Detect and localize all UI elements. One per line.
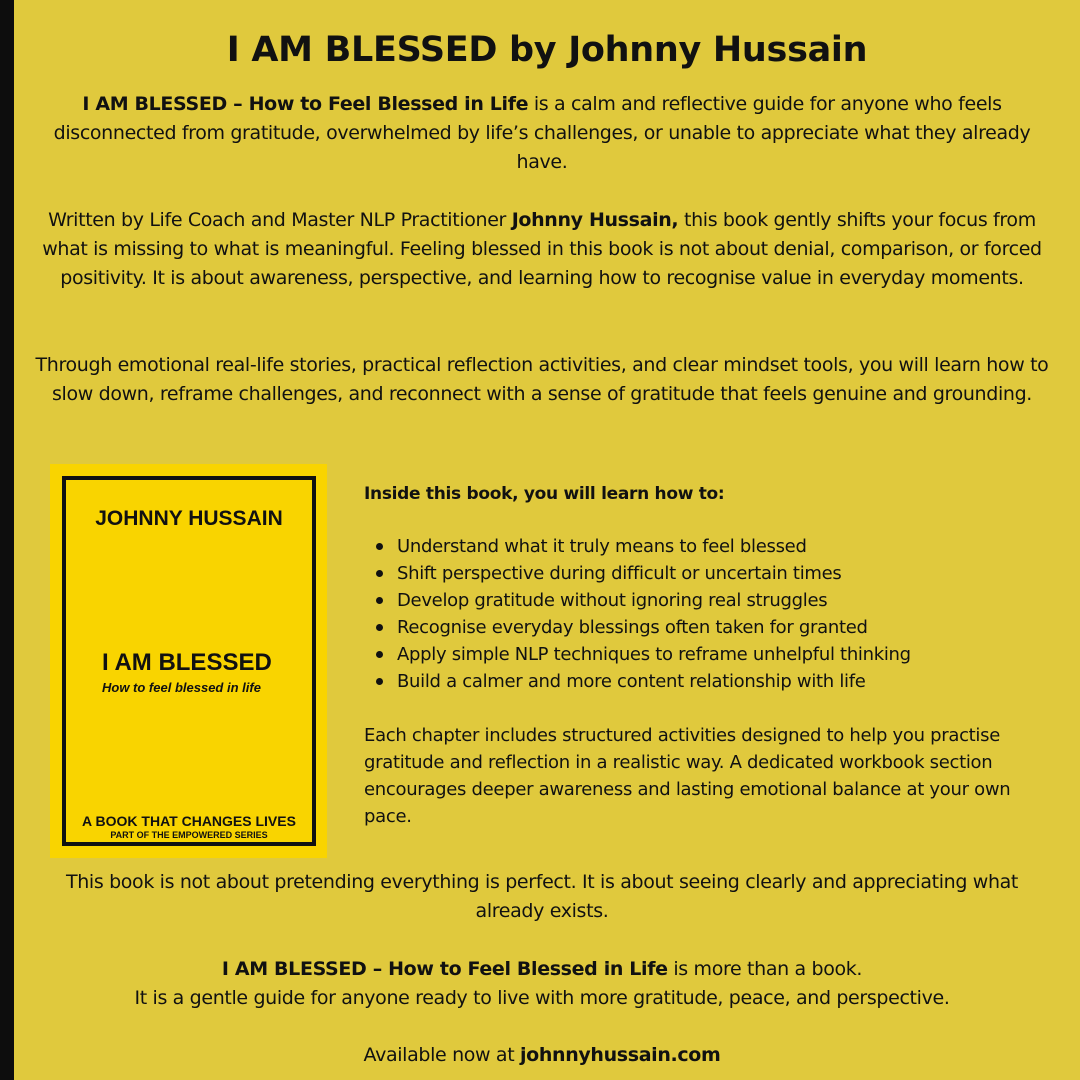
perfect-paragraph: This book is not about pretending everything is perfect. It is about seeing clearly and appreciating what already exists. [65, 871, 1019, 922]
learn-heading: Inside this book, you will learn how to: [364, 484, 725, 504]
learn-list [374, 533, 911, 695]
book-cover [50, 464, 327, 858]
learn-list-item: Build a calmer and more content relationship with life [374, 668, 911, 695]
intro-book-name: I AM BLESSED – How to Feel Blessed in Life [82, 93, 529, 115]
cover-subtitle: How to feel blessed in life [102, 680, 261, 695]
author-name: Johnny Hussain, [511, 209, 679, 231]
intro-text: is a calm and reflective guide for anyone who feels disconnected from gratitude, overwhelmed by life’s challenges, or unable to appreciate what they already have. [53, 93, 1031, 173]
author-para-after: this book gently shifts your focus from what is missing to what is meaningful. Feeling blessed in this book is not about denial, comparison, or forced positivity. It is about awareness, perspective, and learning how to recognise value in everyday moments. [42, 209, 1042, 289]
availability-text: Available now at [363, 1044, 520, 1066]
closing-line1-after: is more than a book. [667, 958, 863, 980]
closing-paragraph [30, 955, 1054, 1013]
learn-list-item: Apply simple NLP techniques to reframe unhelpful thinking [374, 641, 911, 668]
author-para-before: Written by Life Coach and Master NLP Practitioner [48, 209, 512, 231]
author-paragraph [30, 206, 1054, 293]
closing-book-name: I AM BLESSED – How to Feel Blessed in Life [221, 958, 668, 980]
learn-list-item: Develop gratitude without ignoring real struggles [374, 587, 911, 614]
learn-list-item: Understand what it truly means to feel blessed [374, 533, 911, 560]
website-link[interactable]: johnnyhussain.com [520, 1044, 721, 1066]
chapters-paragraph: Each chapter includes structured activities designed to help you practise gratitude and reflection in a realistic way. A dedicated workbook section encourages deeper awareness and lasting emotional balance at your own pace. [364, 725, 1011, 827]
left-edge-bar [0, 0, 14, 1080]
stories-paragraph: Through emotional real-life stories, practical reflection activities, and clear mindset tools, you will learn how to slow down, reframe challenges, and reconnect with a sense of gratitude that feels genuine and grounding. [35, 354, 1049, 405]
learn-list-item: Recognise everyday blessings often taken for granted [374, 614, 911, 641]
cover-author: JOHNNY HUSSAIN [95, 507, 283, 530]
intro-paragraph [30, 90, 1054, 177]
availability-line [30, 1041, 1054, 1070]
cover-series: PART OF THE EMPOWERED SERIES [110, 830, 268, 840]
cover-tagline: A BOOK THAT CHANGES LIVES [82, 813, 296, 829]
cover-title: I AM BLESSED [102, 649, 272, 676]
page-title: I AM BLESSED by Johnny Hussain [226, 30, 868, 70]
learn-list-item: Shift perspective during difficult or uncertain times [374, 560, 911, 587]
closing-line2: It is a gentle guide for anyone ready to live with more gratitude, peace, and perspective. [134, 987, 950, 1009]
book-cover-frame [62, 476, 316, 846]
